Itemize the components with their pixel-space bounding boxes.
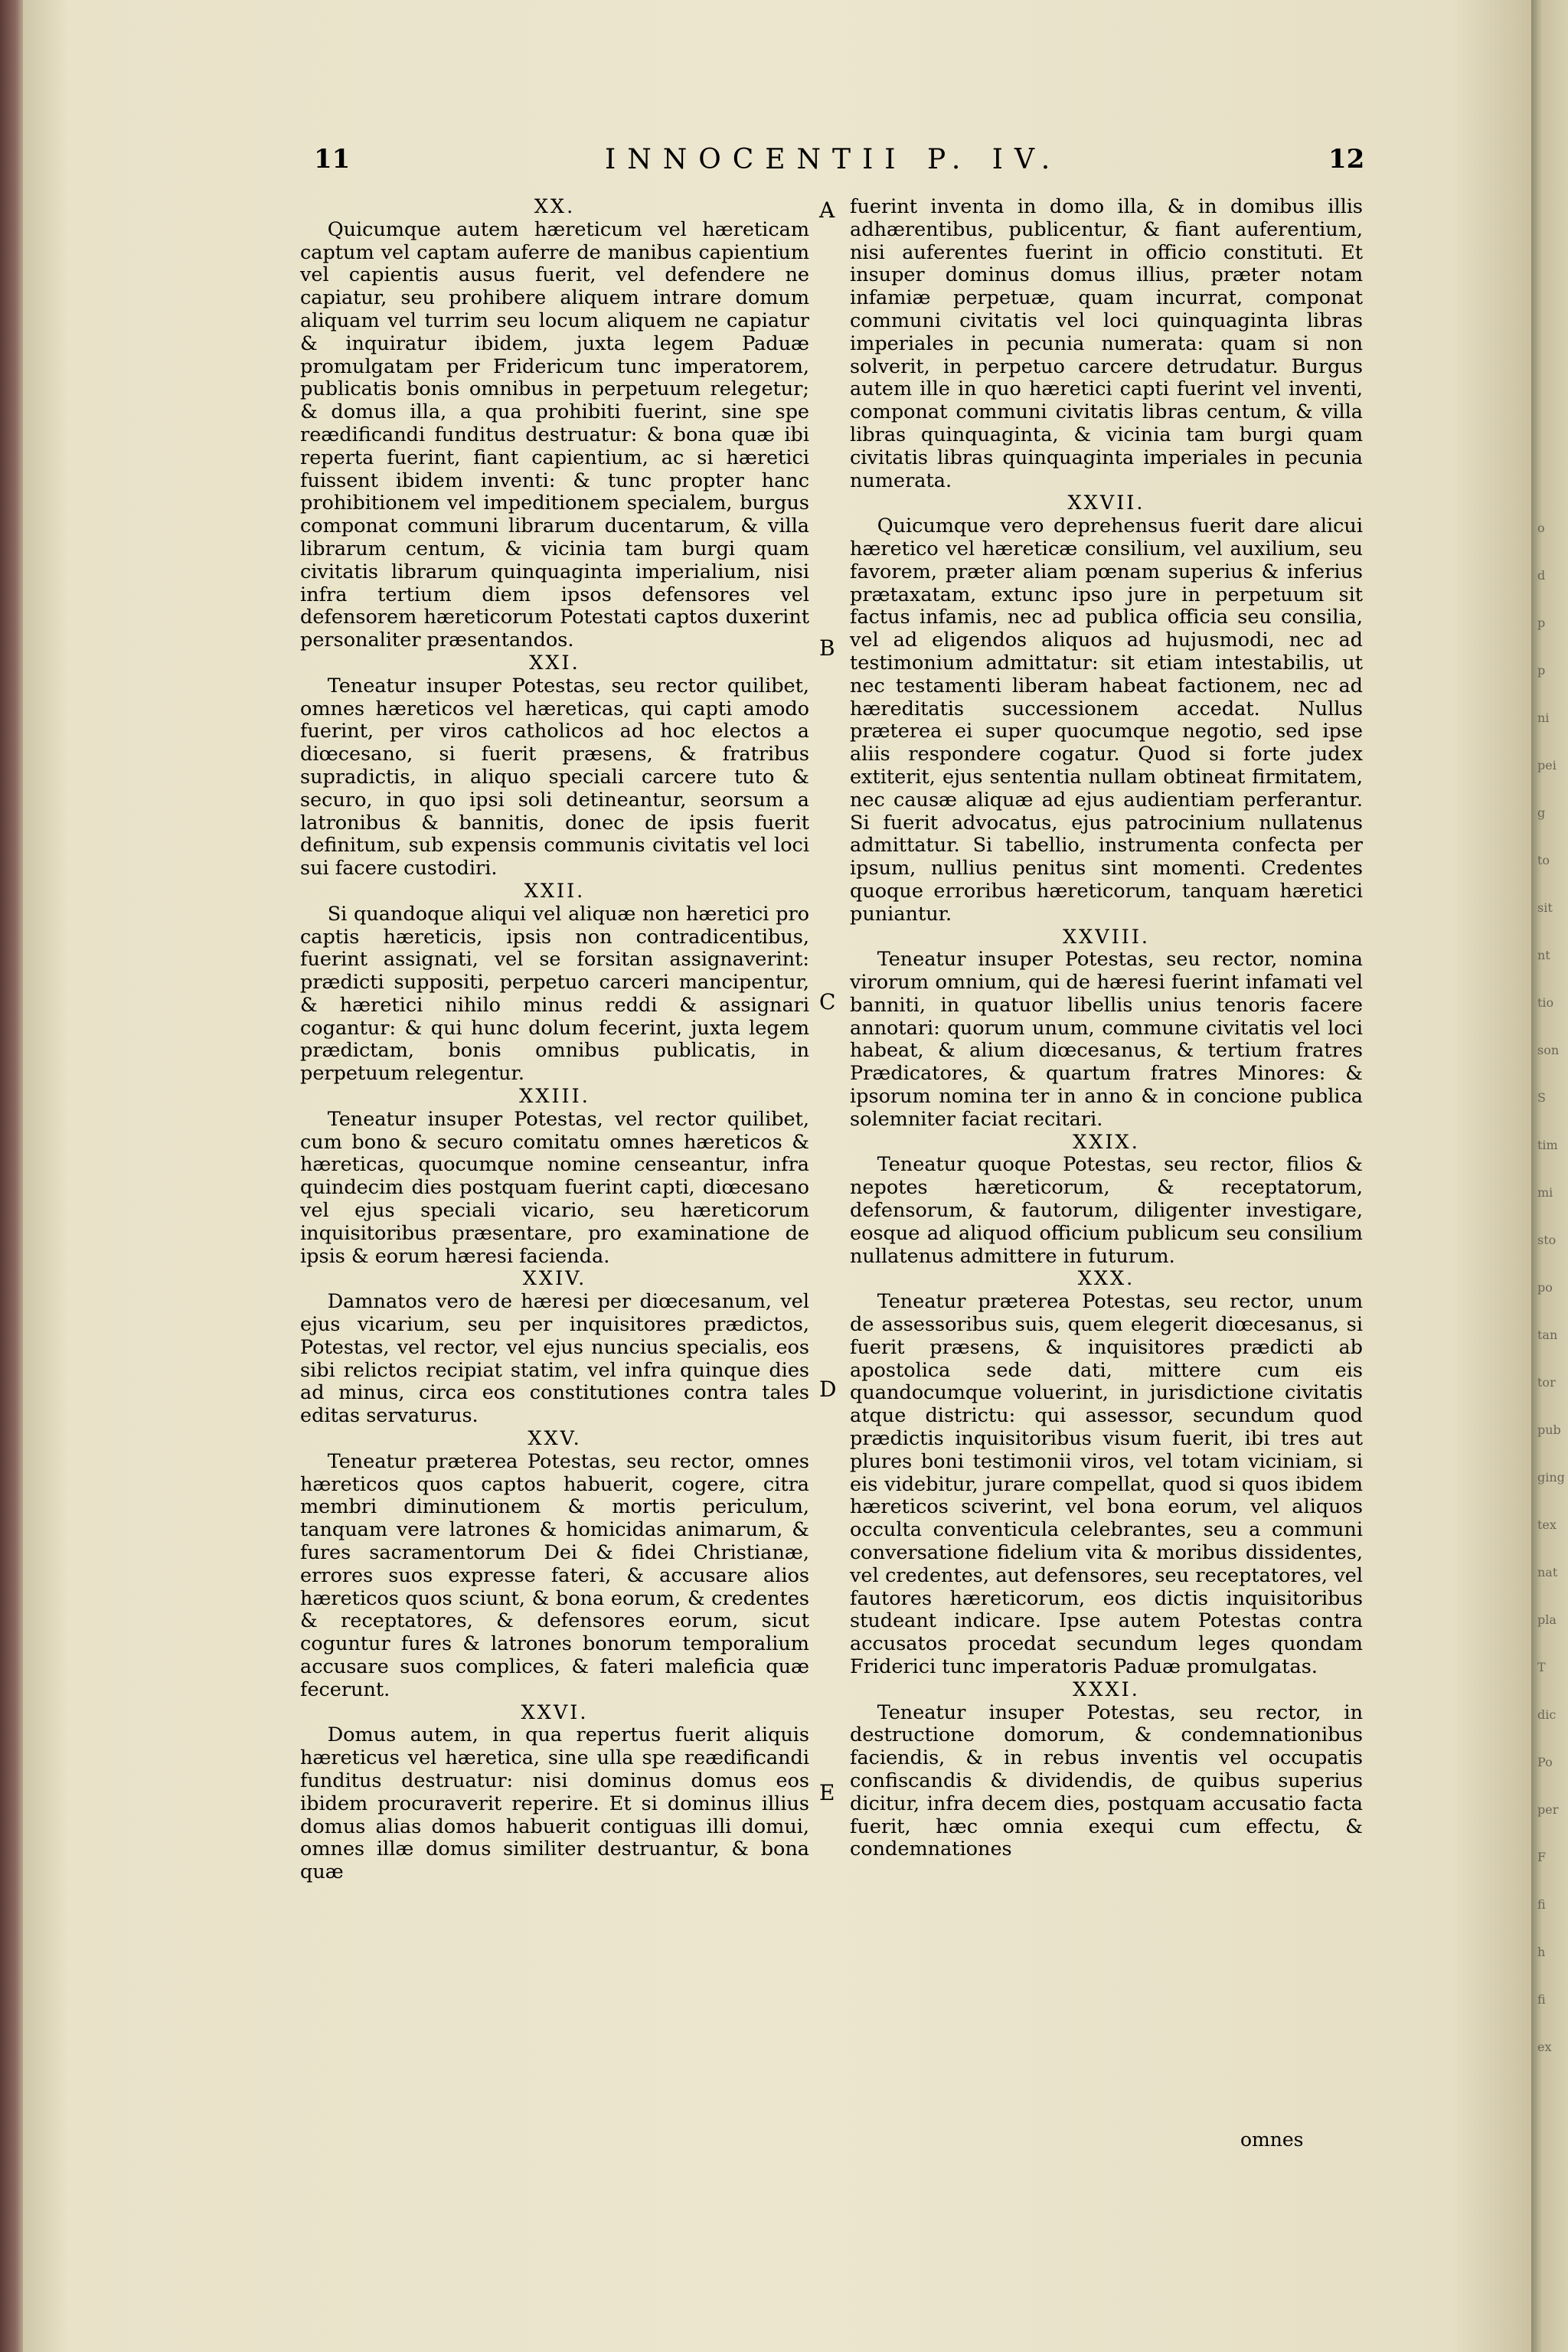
bleed-through-fragment: ging [1537,1470,1565,1485]
paragraph: Domus autem, in qua repertus fuerit aliquis hæreticus vel hæretica, sine ulla spe reædificandi funditus destruatur: nisi dominus domus eos ibidem procuraverit reperire. Et si dominus illius domus alias domos habuerit contiguas illi domui, omnes illæ domus similiter destruantur, & bona quæ [300,1723,809,1884]
margin-letter-a: A [819,198,835,223]
bleed-through-fragment: sit [1537,900,1553,915]
bleed-through-fragment: g [1537,805,1546,820]
section-heading: XXII. [524,879,586,903]
bleed-through-fragment: mi [1537,1185,1553,1200]
bleed-through-fragment: sto [1537,1233,1557,1247]
running-title: INNOCENTII P. IV. [605,144,1062,175]
bleed-through-fragment: p [1537,616,1546,630]
bleed-through-fragment: o [1537,521,1545,535]
paragraph: Quicumque vero deprehensus fuerit dare alicui hæretico vel hæreticæ consilium, vel auxilium, seu favorem, præter aliam pœnam superius & inferius prætaxatam, extunc ipso jure in perpetuum sit factus infamis, nec ad publica officia seu consilia, vel ad eligendos aliquos ad hujusmodi, nec ad testimonium admittatur: sit etiam intestabilis, ut nec testamenti liberam habeat factionem, nec ad hæreditatis successionem accedat. Nullus præterea ei super quocumque negotio, sed ipse aliis respondere cogatur. Quod si forte judex extiterit, ejus sententia nullam obtineat firmitatem, nec causæ aliquæ ad ejus audientiam perferantur. Si fuerit advocatus, ejus patrocinium nullatenus admittatur. Si tabellio, instrumenta confecta per ipsum, nullius penitus sint momenti. Credentes quoque erroribus hæreticorum, tanquam hæretici puniantur. [850,514,1363,926]
page-number-left: 11 [314,144,351,175]
paragraph: Teneatur insuper Potestas, seu rector quilibet, omnes hæreticos vel hæreticas, qui capti amodo fuerint, per viros catholicos ad hoc electos a diœcesano, si fuerit præsens, & fratribus supradictis, in aliquo speciali carcere tuto & securo, in quo ipsi soli detineantur, seorsum a latronibus & bannitis, donec de ipsis fuerit definitum, sub expensis communis civitatis vel loci sui facere custodiri. [300,674,809,880]
section-heading: XXIX. [1073,1130,1140,1154]
paragraph: Quicumque autem hæreticum vel hæreticam captum vel captam auferre de manibus capientium vel capientis ausus fuerit, vel defendere ne capiatur, seu prohibere aliquem intrare domum aliquam vel turrim seu locum aliquem ne capiatur & inquiratur ibidem, juxta legem Paduæ promulgatam per Fridericum tunc imperatorem, publicatis bonis omnibus in perpetuum relegetur; & domus illa, a qua prohibiti fuerint, sine spe reædificandi funditus destruatur: & bona quæ ibi reperta fuerint, fiant capientium, ac si hæretici fuissent ibidem inventi: & tunc propter hanc prohibitionem vel impeditionem specialem, burgus componat communi librarum ducentarum, & villa librarum centum, & vicinia tam burgi quam civitatis librarum quinquaginta imperialium, nisi infra tertium diem ipsos defensores vel defensorem hæreticorum Potestati captos duxerint personaliter præsentandos. [300,217,809,652]
bleed-through-fragment: per [1537,1802,1559,1817]
paragraph: fuerint inventa in domo illa, & in domibus illis adhærentibus, publicentur, & fiant auferentium, nisi auferentes fuerint in officio constituti. Et insuper dominus domus illius, præter notam infamiæ perpetuæ, quam incurrat, componat communi civitatis vel loci quinquaginta libras imperiales in pecunia numerata: quam si non solverit, in perpetuo carcere detrudatur. Burgus autem ille in quo hæretici capti fuerint vel inventi, componat communi civitatis libras centum, & villa libras quinquaginta, & vicinia tam burgi quam civitatis libras quinquaginta imperiales in pecunia numerata. [850,195,1363,492]
bleed-through-fragment: tim [1537,1138,1558,1152]
bleed-through-fragment: nat [1537,1565,1558,1579]
page-number-right: 12 [1328,144,1365,175]
paragraph: Si quandoque aliqui vel aliquæ non hæretici pro captis hæreticis, ipsis non contradicentibus, fuerint assignati, vel se forsitan assignaverint: prædicti suppositi, perpetuo carceri mancipentur, & hæretici nihilo minus reddi & assignari cogantur: & qui hunc dolum fecerint, juxta legem prædictam, bonis omnibus publicatis, in perpetuum relegentur. [300,902,809,1086]
section-heading: XXIII. [519,1085,590,1109]
paragraph: Damnatos vero de hæresi per diœcesanum, vel ejus vicarium, seu per inquisitores prædictos, Potestas, vel rector, vel ejus nuncius specialis, eos sibi relictos recipiat statim, vel infra quinque dies ad minus, circa eos constitutiones contra tales editas servaturus. [300,1290,809,1428]
bleed-through-fragment: d [1537,568,1546,583]
bleed-through-fragment: tio [1537,995,1554,1010]
catchword: omnes [1240,2128,1304,2151]
margin-letter-b: B [819,635,835,661]
bleed-through-fragment: son [1537,1043,1560,1057]
bleed-through-fragment: F [1537,1850,1547,1864]
bleed-through-fragment: pub [1537,1423,1561,1437]
bleed-through-fragment: fi [1537,1992,1546,2007]
paragraph: Teneatur præterea Potestas, seu rector, unum de assessoribus suis, quem elegerit diœcesanus, si fuerit præsens, & inquisitores prædicti ab apostolica sede dati, mittere cum eis quandocumque voluerint, in jurisdictione civitatis atque districtu: qui assessor, secundum quod prædictis inquisitoribus visum fuerit, ibi tres aut plures boni testimonii viros, vel totam viciniam, si eis videbitur, jurare compellat, quod si quos ibidem hæreticos sciverint, vel bona eorum, vel aliquos occulta conventicula celebrantes, seu a communi conversatione fidelium vita & moribus dissidentes, vel credentes, aut defensores, seu receptatores, vel fautores hæreticorum, eos dictis inquisitoribus studeant indicare. Ipse autem Potestas contra accusatos procedat secundum leges quondam Friderici tunc imperatoris Paduæ promulgatas. [850,1290,1363,1678]
section-heading: XXVI. [521,1700,589,1724]
bleed-through-fragment: to [1537,853,1550,867]
paragraph: Teneatur insuper Potestas, seu rector, in destructione domorum, & condemnationibus faciendis, & in rebus inventis vel occupatis confiscandis & dividendis, de quibus superius dicitur, infra decem dies, postquam accusatio facta fuerit, hæc omnia exequi cum effectu, & condemnationes [850,1700,1363,1861]
section-heading: XXIV. [522,1267,587,1291]
paragraph: Teneatur insuper Potestas, seu rector, nomina virorum omnium, qui de hæresi fuerint infamati vel banniti, in quatuor libellis unius tenoris facere annotari: quorum unum, commune civitatis vel loci habeat, & alium diœcesanus, & tertium fratres Prædicatores, & quartum fratres Minores: & ipsorum nomina ter in anno & in concione publica solemniter faciat recitari. [850,948,1363,1131]
margin-letter-e: E [819,1780,835,1805]
left-column [300,196,809,1884]
bleed-through-fragment: fi [1537,1897,1546,1912]
bleed-through-fragment: S [1537,1090,1546,1105]
bleed-through-fragment: nt [1537,948,1550,962]
bleed-through-fragment: ex [1537,2040,1552,2054]
bleed-through-fragment: pei [1537,758,1557,773]
bleed-through-fragment: pla [1537,1612,1557,1627]
section-heading: XX. [534,195,576,218]
bleed-through-fragment: Po [1537,1755,1553,1769]
margin-letter-d: D [819,1377,837,1402]
section-heading: XXI. [529,651,580,675]
section-heading: XXXI. [1073,1677,1140,1701]
bleed-through-fragment: tor [1537,1375,1556,1390]
paragraph: Teneatur insuper Potestas, vel rector quilibet, cum bono & securo comitatu omnes hæreticos & hæreticas, quocumque nomine censeantur, infra quindecim dies postquam fuerint capti, diœcesano vel ejus speciali vicario, seu hæreticorum inquisitoribus præsentare, pro examinatione de ipsis & eorum hæresi facienda. [300,1107,809,1268]
right-column [850,196,1363,1861]
bleed-through-fragment: tan [1537,1328,1558,1342]
margin-letter-c: C [819,989,836,1014]
bleed-through-fragment: po [1537,1280,1553,1295]
bleed-through-fragment: ni [1537,710,1550,725]
paragraph: Teneatur præterea Potestas, seu rector, omnes hæreticos quos captos habuerit, cogere, citra membri diminutionem & mortis periculum, tanquam vere latrones & homicidas animarum, & fures sacramentorum Dei & fidei Christianæ, errores suos expresse fateri, & accusare alios hæreticos quos sciunt, & bona eorum, & credentes & receptatores, & defensores eorum, sicut coguntur fures & latrones bonorum temporalium accusare suos complices, & fateri maleficia quæ fecerunt. [300,1449,809,1701]
section-heading: XXX. [1077,1267,1135,1291]
bleed-through-fragment: h [1537,1945,1546,1959]
section-heading: XXVII. [1067,492,1145,515]
section-heading: XXV. [528,1427,582,1451]
paragraph: Teneatur quoque Potestas, seu rector, filios & nepotes hæreticorum, & receptatorum, defensorum, & fautorum, diligenter investigare, eosque ad aliquod officium publicum seu consilium nullatenus admittere in futurum. [850,1153,1363,1268]
section-heading: XXVIII. [1062,925,1151,949]
bleed-through-fragment: dic [1537,1707,1557,1722]
bleed-through-fragment: tex [1537,1517,1557,1532]
bleed-through-fragment: p [1537,663,1546,678]
book-edge-left [0,0,26,2352]
bleed-through-fragment: T [1537,1660,1546,1674]
facing-page-strip [1531,0,1568,2352]
